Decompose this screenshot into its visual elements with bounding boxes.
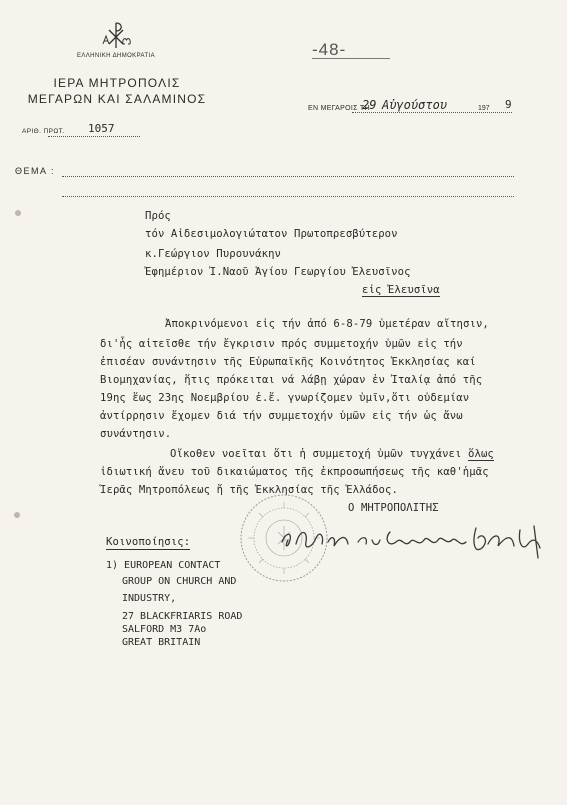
body-line: 19ης ἕως 23ης Νοεμβρίου ἐ.ἔ. γνωρίζομεν ὑμῖν,ὅτι οὐδεμίαν xyxy=(100,392,470,404)
underlined-word: ὅλως xyxy=(468,448,494,460)
date-year-digit: 9 xyxy=(505,98,512,111)
addressee-line: Ἐφημέριον Ἰ.Ναοῦ Ἁγίου Γεωργίου Ἐλευσῖνος xyxy=(145,266,411,278)
addressee-line: κ.Γεώργιον Πυρουνάκην xyxy=(145,248,282,260)
body-text: Οἴκοθεν νοεῖται ὅτι ἡ συμμετοχή ὑμῶν τυγχάνει xyxy=(170,448,468,460)
body-line: δι'ἧς αἰτεῖσθε τήν ἔγκρισιν πρός συμμετοχήν ὑμῶν εἰς τήν xyxy=(100,338,463,350)
subject-dotted-line xyxy=(62,196,514,197)
punch-hole-bottom xyxy=(14,512,20,518)
metropolis-name-line1: ΙΕΡΑ ΜΗΤΡΟΠΟΛΙΣ xyxy=(53,76,181,90)
signatory-title: Ο ΜΗΤΡΟΠΟΛΙΤΗΣ xyxy=(348,502,439,514)
place-label: ΕΝ ΜΕΓΑΡΟΙΣ ΤΗ xyxy=(308,105,370,112)
punch-hole-top xyxy=(15,210,21,216)
date-month: Αὐγούστου xyxy=(382,98,448,112)
cc-line: 1) EUROPEAN CONTACT xyxy=(106,560,221,571)
metropolis-name-line2: ΜΕΓΑΡΩΝ ΚΑΙ ΣΑΛΑΜΙΝΟΣ xyxy=(27,92,207,106)
cc-line: GROUP ON CHURCH AND xyxy=(122,576,237,587)
date-year-prefix: 197 xyxy=(478,105,490,112)
body-line: Ἱερᾶς Μητροπόλεως ἤ τῆς Ἐκκλησίας τῆς Ἑλλάδος. xyxy=(100,484,398,496)
body-line: Ἀποκρινόμενοι εἰς τήν ἀπό 6-8-79 ὑμετέραν αἴτησιν, xyxy=(165,318,489,330)
subject-label: ΘΕΜΑ : xyxy=(15,166,56,176)
date-day: 29 xyxy=(362,98,377,112)
chi-rho-alpha-omega-emblem xyxy=(100,20,132,50)
cc-heading: Κοινοποίησις: xyxy=(106,536,191,548)
addressee-line: τόν Αἰδεσιμολογιώτατον Πρωτοπρεσβύτερον xyxy=(145,228,398,240)
document-number-underline xyxy=(312,58,390,59)
body-line: Βιομηχανίας, ἥτις πρόκειται νά λάβῃ χώραν ἐν Ἰταλίᾳ ἀπό τῆς xyxy=(100,374,483,386)
subject-dotted-line xyxy=(62,176,514,177)
date-dotted-line xyxy=(352,112,512,113)
handwritten-document-number: -48- xyxy=(312,40,347,59)
body-line: συνάντησιν. xyxy=(100,428,172,440)
body-line: ἐπισέαν συνάντησιν τῆς Εὐρωπαϊκῆς Κοινότητος Ἐκκλησίας καί xyxy=(100,356,476,368)
cc-line: SALFORD M3 7Ao xyxy=(122,624,207,635)
cc-line: 27 BLACKFRIARIS ROAD xyxy=(122,611,243,622)
protocol-number: 1057 xyxy=(88,122,115,135)
body-line xyxy=(170,448,494,460)
cc-line: INDUSTRY, xyxy=(122,593,177,604)
body-line: ἰδιωτική ἄνευ τοῦ δικαιώματος τῆς ἐκπροσωπήσεως τῆς καθ'ἡμᾶς xyxy=(100,466,489,478)
handwritten-signature xyxy=(276,518,550,564)
addressee-destination: εἰς Ἐλευσῖνα xyxy=(362,284,440,296)
addressee-line: Πρός xyxy=(145,210,171,222)
cc-line: GREAT BRITAIN xyxy=(122,637,201,648)
protocol-dotted-line xyxy=(48,136,140,137)
republic-label: ΕΛΛΗΝΙΚΗ ΔΗΜΟΚΡΑΤΙΑ xyxy=(76,53,156,59)
signature-name: † Μεγάρων καὶ Σαλαμῖνος Βαρθολομαῖος xyxy=(276,518,298,519)
protocol-label: ΑΡΙΘ. ΠΡΩΤ. xyxy=(22,128,65,135)
body-line: ἀντίρρησιν ἔχομεν διά τήν συμμετοχήν ὑμῶν εἰς τήν ὡς ἄνω xyxy=(100,410,463,422)
